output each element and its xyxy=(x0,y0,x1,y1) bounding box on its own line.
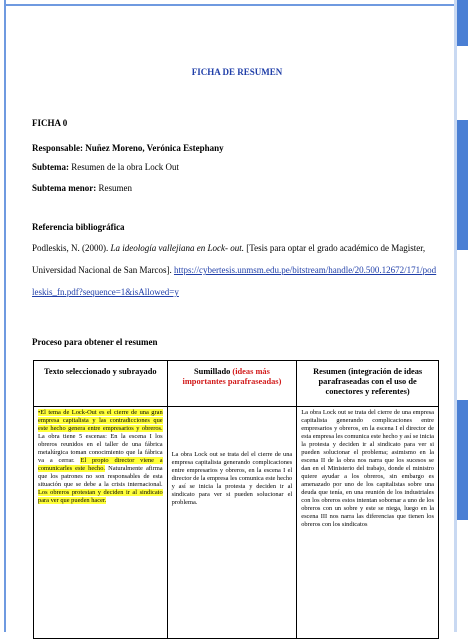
subtema-label: Subtema: xyxy=(32,162,70,172)
table-row xyxy=(34,407,439,639)
reference-heading: Referencia bibliográfica xyxy=(32,222,125,232)
responsable-line xyxy=(32,143,224,153)
plain-text: Naturalmente afirma que los patrones no son responsables de esta situación que se debe a la crisis internacional. xyxy=(38,465,163,488)
header-sumillado-note: (ideas más importantes parafraseadas) xyxy=(182,367,282,386)
responsable-value: Nuñez Moreno, Verónica Estephany xyxy=(85,143,224,153)
header-sumillado xyxy=(167,361,297,407)
plain-text: La obra tiene 5 escenas: En la escena I los obreros reunidos en el taller de una fábrica metalúrgica toman conocimiento que la fábrica va a cerrar. xyxy=(38,433,163,464)
cell-selected-text xyxy=(34,407,168,639)
subtema-menor-label: Subtema menor: xyxy=(32,183,97,193)
cell-sumillado: La obra Lock out se trata del el cierre de una empresa capitalista generando complicaciones entre empresarios y obreros, en la escena I el director de la empresa les comunica este hecho y así se inicia la protesta y deciden ir al sindicato para ver si pueden solucionar el problema. xyxy=(167,407,297,639)
border-band xyxy=(457,400,468,520)
subtema-menor-line xyxy=(32,183,132,193)
subtema-value: Resumen de la obra Lock Out xyxy=(71,162,179,172)
page-border-top xyxy=(6,4,454,6)
reference-entry xyxy=(32,237,437,303)
reference-link[interactable]: https://cybertesis.unmsm.edu.pe/bitstream/handle/20.500.12672/171/podleskis_fn.pdf?sequence=1&isAllowed=y xyxy=(32,265,437,297)
header-sumillado-label: Sumillado xyxy=(194,367,231,376)
table-header-row xyxy=(34,361,439,407)
page-border-left xyxy=(4,0,6,632)
subtema-line xyxy=(32,162,179,172)
subtema-menor-value: Resumen xyxy=(98,183,132,193)
cell-resumen: La obra Lock out se trata del cierre de una empresa capitalista generando complicaciones entre empresarios y obreros, en la escena I el director de esta empresa les comunica este hecho y así se inicia la protesta y deciden ir al sindicato para ver si pueden solucionar el problema; asimismo en la escena II de la obra nos narra que los sucesos se dan en el Ministerio del trabajo, donde el ministro quiere ayudar a los obreros, sin embargo es amenazado por uno de los capitalistas sobre una deuda que tenía, en una reunión de los industriales con los obreros estos intentan sobornar a uno de los obreros con un sobre y este se niega, luego en la escena III nos narra las diferencias que tienen los obreros con los sindicatos xyxy=(297,407,439,639)
highlighted-text: •El tema de Lock-Out es el cierre de una gran empresa capitalista y las contradicciones que este hecho genera entre empresarios y obreros. xyxy=(38,409,163,432)
reference-details: [Tesis para optar el grado académico de Magister, Universidad Nacional de San Marcos]. xyxy=(32,243,426,275)
header-resumen: Resumen (integración de ideas parafraseadas con el uso de conectores y referentes) xyxy=(297,361,439,407)
border-band xyxy=(457,120,468,250)
reference-author: Podleskis, N. (2000). xyxy=(32,243,109,253)
highlighted-text: El propio director viene a comunicarles este hecho. xyxy=(38,457,163,472)
summary-table xyxy=(33,360,439,639)
page-border-right xyxy=(454,0,468,632)
ficha-label: FICHA 0 xyxy=(32,118,68,128)
reference-title: La ideología vallejiana en Lock- out. xyxy=(110,243,244,253)
header-selected-text: Texto seleccionado y subrayado xyxy=(34,361,168,407)
highlighted-text: Los obreros protestan y deciden ir al sindicato para ver que pueden hacer. xyxy=(38,489,163,504)
process-heading: Proceso para obtener el resumen xyxy=(32,337,158,347)
responsable-label: Responsable: xyxy=(32,143,84,153)
border-band xyxy=(457,0,468,46)
document-title: FICHA DE RESUMEN xyxy=(191,67,283,77)
